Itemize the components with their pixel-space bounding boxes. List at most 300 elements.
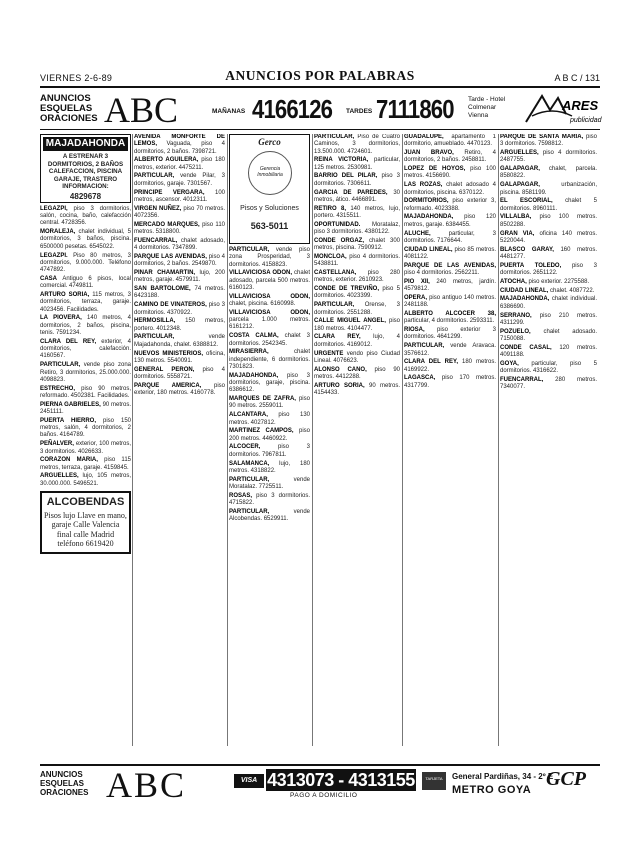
- gerco-line: Pisos y Soluciones: [240, 205, 299, 212]
- classified-ad: [134, 351, 225, 366]
- banner-info: Tarde - Hotel Colmenar Vienna: [468, 96, 506, 119]
- section-title: ANUNCIOS POR PALABRAS: [225, 68, 415, 83]
- ad-text: piso 90 metros. 2559011.: [229, 396, 310, 410]
- ad-keyword: ARGUELLES,: [500, 150, 539, 157]
- ad-text: piso 120 metros, garaje. 6384455.: [404, 214, 496, 228]
- page-number: A B C / 131: [554, 73, 600, 83]
- column-2: [134, 134, 225, 748]
- classified-ad: [134, 190, 225, 205]
- ad-text: piso 4 dormitorios. 2562211.: [404, 270, 480, 277]
- ad-keyword: HERMOSILLA,: [134, 318, 176, 325]
- ad-text: vende piso zona Retiro, 3 dormitorios, 25.000.000. 4098823.: [40, 362, 131, 383]
- classified-ad: [229, 477, 310, 492]
- ad-keyword: FUENCARRAL,: [134, 237, 178, 244]
- ad-text: 30 metros, ático. 4466891.: [314, 189, 400, 203]
- ad-text: chalet adosado 4 dormitorios, piscina. 6370122.: [404, 182, 496, 196]
- ad-keyword: PARTICULAR,: [229, 508, 270, 515]
- ad-keyword: CORAZON MARIA,: [40, 457, 98, 464]
- ad-text: exterior, 100 metros, 3 dormitorios. 4026633.: [40, 441, 131, 455]
- classified-ad: [500, 150, 597, 165]
- classified-ad: [404, 150, 496, 165]
- ad-text: piso 130 metros. 4027812.: [229, 412, 310, 426]
- ad-text: piso 115 metros, terraza, garaje. 4159845.: [40, 457, 131, 471]
- majadahonda-body: A ESTRENAR 3 DORMITORIOS, 2 BAÑOS CALEFACCION, PISCINA GARAJE, TRASTERO INFORMACION:: [47, 153, 124, 190]
- ad-keyword: VILLAVICIOSA ODON,: [229, 309, 310, 316]
- classified-ad: [314, 134, 400, 156]
- ad-keyword: ALBERTO ALCOCER 38,: [404, 311, 496, 318]
- ad-keyword: ALCANTARA,: [229, 412, 268, 419]
- footer-phones: 4313073 - 4313155: [267, 770, 415, 790]
- classified-ad: [40, 339, 131, 361]
- ad-keyword: PARTICULAR,: [314, 134, 355, 140]
- ad-keyword: OPORTUNIDAD.: [314, 221, 361, 228]
- classified-ad: [40, 457, 131, 472]
- classified-ad: [229, 412, 310, 427]
- classified-ad: [404, 166, 496, 181]
- classified-ad: [500, 166, 597, 181]
- ad-text: Piso 80 metros, 3 dormitorios, 9.000.000. Teléfono 4747892.: [40, 252, 131, 274]
- classified-ad: [314, 286, 400, 301]
- classified-ad: [500, 182, 597, 197]
- column-5: [404, 134, 496, 748]
- ad-keyword: CASTELLANA,: [314, 270, 357, 277]
- ad-keyword: OPERA,: [404, 294, 428, 301]
- ad-keyword: LA PIOVERA,: [40, 315, 82, 322]
- ad-text: vende Majadahonda, chalet. 6388812.: [134, 334, 225, 348]
- ad-text: oficina 140 metros. 5220044.: [500, 230, 597, 244]
- classified-ad: [40, 402, 131, 417]
- ad-text: chalet adosado, parcela 500 metros. 6160123.: [229, 270, 310, 291]
- classified-ad: [40, 473, 131, 488]
- ad-text: chalet individual, 5 dormitorios, 3 baños, piscina. 6500000 pesetas. 6545022.: [40, 229, 131, 250]
- ad-text: lujo, 200 metros, garaje. 4579911.: [134, 270, 225, 284]
- footer-abc-logo: ABC: [106, 765, 187, 805]
- ad-text: chalet, parcela. 8580822.: [500, 166, 597, 180]
- ad-text: chalet adosado. 7150088.: [500, 328, 597, 342]
- ad-text: vende piso zona Prosperidad, 3 dormitorios. 4158823.: [229, 247, 310, 268]
- ad-keyword: NUEVOS MINISTERIOS,: [134, 350, 203, 357]
- ad-text: vende Pilar, 3 dormitorios, garaje. 7301567.: [134, 173, 225, 187]
- ad-text: Moratalaz, piso 3 dormitorios. 4380122.: [314, 221, 400, 236]
- ad-keyword: CONDE ORGAZ,: [314, 237, 364, 244]
- ad-text: piso 100 metros. 8502288.: [500, 214, 597, 228]
- ad-text: exterior, 4 dormitorios, calefacción. 4160567.: [40, 338, 131, 360]
- classified-ad: [314, 190, 400, 205]
- classified-ad: [229, 333, 310, 348]
- classified-ad: [314, 367, 400, 382]
- ad-keyword: CONDE DE TREVIÑO,: [314, 286, 379, 293]
- ad-text: piso 3 dormitorios, garaje, piscina. 6386612.: [229, 372, 310, 394]
- ad-text: 100 metros, ascensor. 4012311.: [134, 189, 225, 203]
- classified-ad: [404, 198, 496, 213]
- classified-ad: [500, 247, 597, 262]
- column-4: [314, 134, 400, 748]
- ad-keyword: MARQUES DE ZAFRA,: [229, 396, 296, 403]
- ad-keyword: ARGUELLES,: [40, 473, 79, 480]
- classified-ad: [134, 318, 225, 333]
- ad-keyword: MORALEJA,: [40, 229, 76, 236]
- column-divider: [312, 134, 313, 746]
- ad-keyword: SALAMANCA,: [229, 460, 270, 467]
- ad-keyword: PARQUE AMERICA,: [134, 382, 202, 389]
- ad-keyword: PARTICULAR,: [229, 247, 270, 253]
- ad-keyword: GALAPAGAR,: [500, 182, 540, 189]
- classified-ad: [314, 302, 400, 317]
- ad-keyword: RETIRO 8,: [314, 205, 346, 212]
- ad-text: piso 180 metros, exterior. 4475211.: [134, 157, 225, 171]
- ad-text: urbanización, piscina. 8581199.: [500, 182, 597, 196]
- ad-keyword: GUADALUPE,: [404, 134, 444, 140]
- ad-text: chalet 5 dormitorios. 8960111.: [500, 198, 597, 212]
- ad-keyword: VILLAVICIOSA ODON,: [229, 293, 310, 300]
- ad-keyword: BARRIO DEL PILAR,: [314, 173, 378, 180]
- ad-text: piso 4 dormitorios. 2487755.: [500, 150, 597, 164]
- ad-text: piso 3 dormitorios. 2651122.: [500, 262, 597, 277]
- ad-text: lujo, 4 dormitorios. 4169012.: [314, 334, 400, 348]
- classified-ad: [134, 254, 225, 269]
- classified-ad: [500, 329, 597, 344]
- ad-keyword: CIUDAD LINEAL,: [404, 246, 453, 253]
- ad-keyword: PARTICULAR,: [229, 476, 270, 483]
- ad-keyword: MERCADO MARQUES,: [134, 221, 200, 228]
- classified-ad: [40, 253, 131, 275]
- classified-ad: [229, 310, 310, 332]
- classified-ad: [134, 206, 225, 221]
- svg-text:publicidad: publicidad: [570, 117, 602, 124]
- ad-text: 280 metros. 7340077.: [500, 376, 597, 391]
- page-header: [40, 66, 600, 88]
- ad-keyword: BLASCO GARAY,: [500, 246, 554, 253]
- afternoon-label: TARDES: [346, 108, 373, 115]
- ad-text: 140 metros, 4 dormitorios, 2 baños, piscina, tenis. 7591234.: [40, 315, 131, 337]
- majadahonda-heading: MAJADAHONDA: [43, 137, 128, 151]
- ad-text: piso exterior 3, reformado. 4023388.: [404, 198, 496, 212]
- ad-text: chalet independiente, 6 dormitorios. 7301823.: [229, 349, 310, 370]
- classified-ad: [314, 383, 400, 398]
- top-banner: [40, 90, 600, 130]
- ad-keyword: FUENCARRAL,: [500, 376, 544, 383]
- classified-ad: [40, 315, 131, 337]
- classified-ad: [134, 173, 225, 188]
- gerco-box: [229, 134, 310, 244]
- classified-ad: [40, 441, 131, 456]
- ad-keyword: ALUCHE,: [404, 230, 431, 237]
- classified-ad: [314, 206, 400, 221]
- classified-ad: [134, 302, 225, 317]
- morning-phone: 4166126: [252, 94, 333, 124]
- ad-keyword: CIUDAD LINEAL,: [500, 287, 549, 294]
- ad-keyword: MONCLOA,: [314, 253, 347, 260]
- classified-ad: [40, 418, 131, 440]
- abc-logo: ABC: [104, 90, 179, 130]
- classified-ad: [134, 383, 225, 398]
- ad-text: piso 210 metros. 4311299.: [500, 312, 597, 326]
- column-divider: [132, 134, 133, 746]
- classified-ad: [404, 327, 496, 342]
- gerco-emblem: Gerencia Inmobiliaria: [248, 151, 292, 195]
- classified-ad: [134, 238, 225, 253]
- ad-keyword: AVENIDA MONFORTE DE LEMOS,: [134, 134, 225, 148]
- ad-text: 150 metros, portero. 4012348.: [134, 318, 225, 332]
- ad-keyword: SERRANO,: [500, 312, 532, 319]
- classified-ad: [404, 263, 496, 278]
- ads-list-c1: [40, 206, 131, 488]
- ad-keyword: CLARA REY,: [314, 334, 361, 341]
- ad-keyword: VILLAVICIOSA ODON,: [229, 270, 292, 277]
- ad-text: piso 280 metros, exterior. 2610923.: [314, 270, 400, 284]
- ad-keyword: PIERNA GABRIELES,: [40, 401, 101, 408]
- ads-list-c5: [404, 134, 496, 390]
- ad-keyword: REINA VICTORIA,: [314, 157, 369, 164]
- classified-ad: [500, 134, 597, 149]
- ad-keyword: MARTINEZ CAMPOS,: [229, 428, 294, 435]
- ad-keyword: JUAN BRAVO,: [404, 150, 454, 157]
- ad-keyword: PIO XII,: [404, 278, 430, 285]
- classified-ad: [404, 134, 496, 149]
- classified-ad: [404, 214, 496, 229]
- ad-keyword: MAJADAHONDA,: [229, 372, 279, 379]
- ad-text: piso 70 metros. 4072356.: [134, 205, 225, 219]
- ad-keyword: PUERTA HIERRO,: [40, 417, 96, 424]
- ad-keyword: ATOCHA,: [500, 278, 527, 285]
- ad-text: Piso de Cuatro Caminos, 3 dormitorios, 13.500.000. 4724601.: [314, 134, 400, 155]
- classified-ad: [404, 343, 496, 358]
- ad-keyword: MAJADAHONDA,: [404, 214, 454, 221]
- ad-text: piso 5 dormitorios. 4023399.: [314, 286, 400, 300]
- ad-text: 74 metros. 6423188.: [134, 286, 225, 300]
- ad-text: particular, 3 dormitorios. 7176644.: [404, 230, 496, 244]
- gerco-phone: 563-5011: [250, 221, 289, 231]
- classified-ad: [404, 311, 496, 326]
- ad-text: 140 metros, lujo, portero. 4315511.: [314, 205, 400, 219]
- classified-ad: [134, 222, 225, 237]
- ad-text: chalet 300 metros, piscina. 7590912.: [314, 237, 400, 252]
- ad-keyword: LEGAZPI,: [40, 205, 68, 212]
- classified-ad: [500, 198, 597, 213]
- classified-ad: [314, 351, 400, 366]
- classified-ad: [314, 238, 400, 253]
- morning-label: MAÑANAS: [212, 108, 246, 115]
- ad-keyword: PARTICULAR,: [134, 334, 175, 341]
- ad-keyword: PINAR CHAMARTIN,: [134, 270, 196, 277]
- ad-keyword: CASA: [40, 275, 58, 282]
- ad-text: piso 3 dormitorios. 7306611.: [314, 173, 400, 187]
- ad-text: piso exterior. 2275588.: [526, 278, 590, 285]
- ad-keyword: CALLE MIGUEL ANGEL,: [314, 318, 386, 325]
- alcobendas-box: [40, 491, 131, 554]
- ad-keyword: CLARA DEL REY,: [40, 338, 97, 345]
- ad-keyword: PUERTA TOLEDO,: [500, 262, 562, 269]
- ad-text: piso 85 metros. 4081122.: [404, 246, 496, 260]
- ad-text: Vaguada, piso 4 dormitorios, 2 baños. 7398721.: [134, 141, 225, 155]
- column-divider: [402, 134, 403, 746]
- ad-text: piso 90 metros, reformado. 4502381. Facilidades.: [40, 385, 131, 399]
- column-6: [500, 134, 597, 748]
- gerco-name: Gerco: [258, 137, 281, 147]
- ad-keyword: LOPEZ DE HOYOS,: [404, 166, 466, 173]
- ad-text: piso 3 dormitorios. 4370922.: [134, 302, 225, 316]
- ad-keyword: CONDE CASAL,: [500, 344, 552, 351]
- afternoon-phone: 7111860: [376, 94, 454, 124]
- ad-text: chalet, piscina. 6160998.: [229, 301, 296, 308]
- ad-keyword: VIRGEN NUÑEZ,: [134, 205, 182, 212]
- ad-keyword: SAN BARTOLOME,: [134, 286, 191, 293]
- ad-text: lujo, 180 metros. 4318822.: [229, 460, 310, 474]
- ad-keyword: GENERAL PERON,: [134, 366, 195, 373]
- classified-ad: [229, 247, 310, 269]
- ad-text: chalet 3 dormitorios. 2542345.: [229, 333, 310, 347]
- ad-keyword: MIRASIERRA,: [229, 349, 269, 356]
- ad-text: Retiro, 4 dormitorios, 2 baños. 2458811.: [404, 150, 496, 164]
- ad-keyword: POZUELO,: [500, 328, 531, 335]
- ad-text: chalet. 4087722.: [548, 287, 595, 294]
- ad-keyword: EL ESCORIAL,: [500, 198, 553, 205]
- ad-keyword: ESTRECHO,: [40, 385, 76, 392]
- classified-ad: [40, 276, 131, 291]
- ad-text: 120 metros. 4091188.: [500, 344, 597, 359]
- banner-label: ANUNCIOS ESQUELAS ORACIONES: [40, 93, 98, 124]
- ads-list-c4: [314, 134, 400, 397]
- classified-ad: [134, 367, 225, 382]
- classified-ad: [404, 295, 496, 310]
- ad-text: piso 3 dormitorios. 7598812.: [500, 134, 597, 148]
- classified-ad: [500, 288, 597, 295]
- ad-text: piso exterior, 180 metros. 4160778.: [134, 382, 225, 396]
- ad-keyword: ALCOCER,: [229, 444, 261, 451]
- classified-ad: [500, 313, 597, 328]
- classified-ad: [40, 229, 131, 251]
- ad-keyword: GOYA,: [500, 360, 519, 367]
- column-divider: [227, 134, 228, 746]
- ad-text: Orense, 3 dormitorios. 2551288.: [314, 302, 400, 316]
- column-1: [40, 134, 131, 748]
- ad-text: lujo, 105 metros, 30.000.000. 5496521.: [40, 473, 131, 487]
- ad-keyword: GARCIA DE PAREDES,: [314, 189, 388, 196]
- classified-ad: [229, 461, 310, 476]
- ad-text: oficina, 130 metros. 5540091.: [134, 350, 225, 364]
- footer-metro: METRO GOYA: [452, 784, 532, 796]
- classified-ad: [404, 231, 496, 246]
- ad-text: piso 200 metros. 4460922.: [229, 428, 310, 442]
- majadahonda-phone: 4829678: [69, 191, 102, 201]
- classified-ad: [40, 292, 131, 314]
- ad-text: piso 4 dormitorios, 2 baños. 2549870.: [134, 253, 225, 268]
- ad-keyword: GRAN VIA,: [500, 230, 535, 237]
- classified-ad: [404, 375, 496, 390]
- classified-ad: [500, 231, 597, 246]
- ad-text: piso 4 dormitorios. 5558721.: [134, 366, 225, 380]
- classified-ad: [229, 396, 310, 411]
- classified-ad: [229, 509, 310, 524]
- ad-text: piso 90 metros. 4412288.: [314, 366, 400, 380]
- ad-keyword: PARQUE LAS AVENIDAS,: [134, 253, 207, 260]
- ad-text: piso 150 metros, salón, 4 dormitorios, 2 baños. 4164789.: [40, 417, 131, 439]
- visa-logo-icon: VISA: [234, 774, 264, 788]
- ad-text: apartamento 1 dormitorio, amueblado. 4470123.: [404, 134, 496, 148]
- classified-ad: [134, 157, 225, 172]
- ad-text: 90 metros. 2451111.: [40, 401, 131, 416]
- ad-keyword: PARQUE DE SANTA MARIA,: [500, 134, 584, 140]
- classified-ad: [314, 318, 400, 333]
- ad-text: vendo piso Ciudad Lineal. 4076623.: [314, 350, 400, 364]
- classified-ad: [229, 428, 310, 443]
- ad-text: parcela 1.000 metros. 6161212.: [229, 317, 310, 331]
- classified-ad: [404, 279, 496, 294]
- ad-keyword: CAMINO DE VINATEROS,: [134, 302, 207, 309]
- gcp-logo: GCP: [546, 768, 586, 790]
- ad-text: vende Alcobendas. 6529911.: [229, 508, 310, 523]
- ad-keyword: PARQUE DE LAS AVENIDAS,: [404, 262, 496, 269]
- ad-keyword: COSTA CALMA,: [229, 333, 279, 340]
- ad-text: piso 100 metros. 4156690.: [404, 166, 496, 180]
- ad-keyword: VILLALBA,: [500, 214, 532, 221]
- ad-keyword: PARTICULAR,: [404, 343, 445, 350]
- classified-ad: [500, 296, 597, 311]
- ad-keyword: PEÑALVER,: [40, 441, 74, 448]
- footer-label: ANUNCIOS ESQUELAS ORACIONES: [40, 770, 89, 797]
- classified-ad: [229, 444, 310, 459]
- ad-text: vende Aravaca. 3576612.: [404, 343, 496, 357]
- classified-ad: [404, 359, 496, 374]
- classified-ad: [229, 373, 310, 395]
- ad-text: piso 3 dormitorios. 4715822.: [229, 492, 310, 506]
- footer-address: General Pardiñas, 34 - 2º E: [452, 772, 554, 781]
- ad-text: particular, 125 metros. 2530981.: [314, 157, 400, 171]
- classified-ad: [134, 286, 225, 301]
- classified-ad: [500, 377, 597, 392]
- classified-ad: [314, 270, 400, 285]
- ads-list-c6: [500, 134, 597, 392]
- bottom-banner: [40, 764, 600, 805]
- classified-ad: [229, 349, 310, 371]
- ad-keyword: PARTICULAR,: [314, 302, 355, 309]
- card-logo-icon: TARJETA: [422, 772, 446, 790]
- ads-list-c2: [134, 134, 225, 397]
- ad-keyword: ALONSO CANO,: [314, 366, 367, 373]
- ad-keyword: GALAPAGAR,: [500, 166, 540, 173]
- ad-keyword: URGENTE: [314, 350, 344, 357]
- ad-keyword: DORMITORIOS,: [404, 198, 449, 205]
- classified-ad: [500, 345, 597, 360]
- issue-date: VIERNES 2-6-89: [40, 73, 113, 83]
- ad-keyword: PARTICULAR,: [134, 173, 175, 180]
- ad-text: chalet adosado, 4 dormitorios. 7347899.: [134, 237, 225, 252]
- alcobendas-body: Pisos lujo Llave en mano, garaje Calle Valencia final calle Madrid teléfono 6619420: [44, 510, 127, 549]
- svg-text:ARES: ARES: [562, 98, 599, 113]
- ad-text: piso 3 dormitorios. 7967811.: [229, 444, 310, 458]
- classified-ad: [314, 334, 400, 349]
- ad-text: piso 180 metros. 4104477.: [314, 318, 400, 332]
- classified-ad: [500, 279, 597, 286]
- classified-ad: [500, 214, 597, 229]
- classified-ad: [314, 222, 400, 237]
- classified-ad: [500, 361, 597, 376]
- ad-text: piso exterior 3 dormitorios. 4641299.: [404, 327, 496, 341]
- classified-ad: [134, 134, 225, 156]
- ad-text: Antiguo 6 pisos, local comercial. 4749811.: [40, 275, 131, 290]
- ad-text: piso 3 dormitorios, salón, cocina, baño, calefacción central. 4728356.: [40, 205, 131, 227]
- ad-keyword: RIOSA,: [404, 327, 425, 334]
- classified-ad: [229, 493, 310, 508]
- majadahonda-box: [40, 134, 131, 203]
- ad-text: 115 metros, 3 dormitorios, terraza, garaje. 4023456. Facilidades.: [40, 292, 131, 313]
- ads-list-c3: [229, 247, 310, 523]
- classified-ad: [500, 263, 597, 278]
- ad-keyword: ARTURO SORIA,: [314, 382, 365, 389]
- classified-ad: [404, 182, 496, 197]
- classified-ad: [404, 247, 496, 262]
- ad-text: 240 metros, jardín. 4579812.: [404, 278, 496, 293]
